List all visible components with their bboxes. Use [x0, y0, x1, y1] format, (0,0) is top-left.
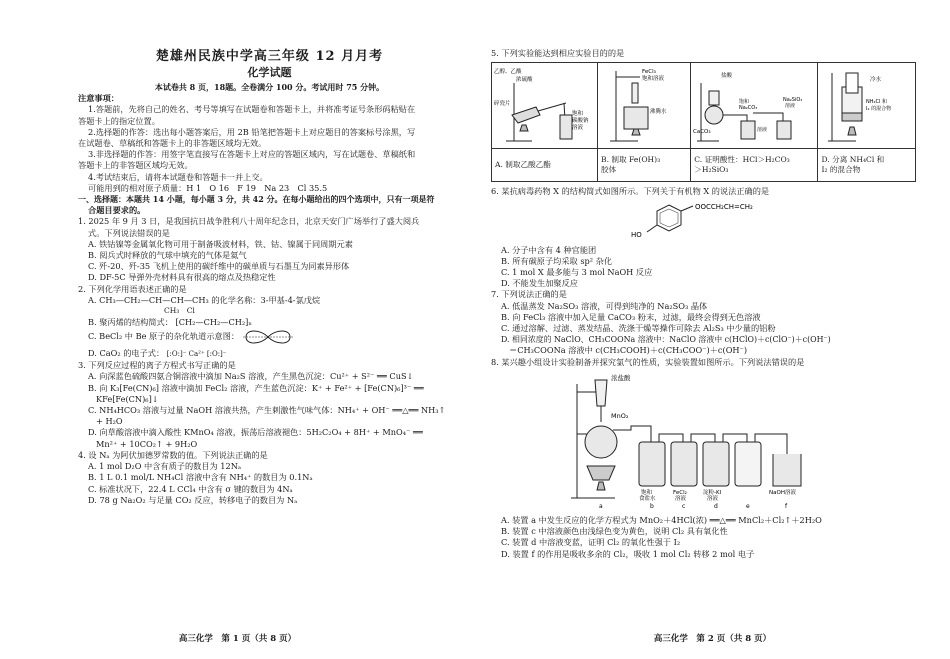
q5-b-label: FeCl₃: [642, 69, 656, 76]
q5-c-label: Na₂CO₃: [739, 105, 758, 112]
q8-label: b: [650, 502, 654, 510]
q6-hydroxyl: HO: [630, 231, 642, 240]
q5-c-label: 饱和: [739, 99, 750, 106]
exam-info: 本试卷共 8 页，18题。全卷满分 100 分。考试用时 75 分钟。: [154, 82, 385, 92]
q2-a-chain: ₃—CH₂—CH—CH—CH₃: [112, 294, 209, 305]
q5-c-label: 溶液: [757, 127, 768, 134]
q1-option-c: C. 歼-20、歼-35 飞机上使用的碳纤维中的碳单质与石墨互为同素异形体: [88, 261, 350, 272]
q7-option-a: A. 低温蒸发 Na₂SO₃ 溶液，可得到纯净的 Na₂SO₃ 晶体: [501, 300, 708, 311]
q6-stem: 6. 某抗病毒药物 X 的结构简式如图所示。下列关于有机物 X 的说法正确的是: [491, 186, 770, 197]
q6-side-chain: OOCCH₂CH=CH₂: [694, 203, 753, 212]
q7-option-c: C. 通过溶解、过滤、蒸发结晶、洗涤干燥等操作可除去 Al₂S₃ 中少量的铝粉: [501, 323, 776, 334]
q4-option-b: B. 1 L 0.1 mol/L NH₄Cl 溶液中含有 NH₄⁺ 的数目为 0.1Nₐ: [88, 472, 313, 483]
q5-a-label: 乙醇、乙酸: [494, 69, 522, 76]
q6-option-c: C. 1 mol X 最多能与 3 mol NaOH 反应: [501, 267, 653, 278]
page-footer-left: 高三化学 第 1 页（共 8 页）: [178, 633, 297, 644]
ester-apparatus-diagram: [492, 63, 592, 145]
q2-a-substituents: CH₃ Cl: [164, 305, 195, 315]
q8-label: d: [714, 502, 718, 510]
q5-stem: 5. 下列实验能达到相应实验目的的是: [491, 48, 625, 58]
q5-c-label: CaCO₃: [693, 129, 711, 136]
q2-option-b: [78, 317, 461, 328]
q6-option-b: B. 所有碳原子均采取 sp² 杂化: [501, 255, 613, 266]
note-line: 在试题卷、草稿纸和答题卡上的非答题区域均无效。: [78, 138, 267, 149]
section-heading-cont: 合题目要求的。: [88, 205, 146, 216]
q5-cell-a-image: [492, 63, 598, 149]
q5-cell-c-image: [691, 63, 818, 149]
q5-a-label: 浓硫酸: [516, 77, 533, 84]
q3-stem: 3. 下列反应过程的离子方程式书写正确的是: [78, 360, 236, 371]
q8-label: NaOH溶液: [769, 489, 796, 496]
q5-d-label: 冷水: [870, 77, 882, 84]
q3-option-d-cont: Mn²⁺ + 10CO₂↑ + 9H₂O: [96, 438, 198, 449]
q5-cell-b-image: [598, 63, 691, 149]
q7-option-b: B. 向 FeCl₃ 溶液中加入足量 CaCO₃ 粉末，过滤，最终会得到无色溶液: [501, 311, 761, 322]
q8-option-a: A. 装置 a 中发生反应的化学方程式为 MnO₂＋4HCl(浓) ══△══ MnCl₂＋Cl₂↑＋2H₂O: [501, 515, 822, 526]
q5-option-c: C. 证明酸性：HCl＞H₂CO₃ ＞H₂SiO₃: [691, 149, 818, 182]
q5-d-label: NH₄Cl 和: [866, 99, 888, 106]
note-line: 2.选择题的作答：选出每小题答案后，用 2B 铅笔把答题卡上对应题目的答案标号涂黑，写: [88, 126, 416, 137]
notes-heading: 注意事项：: [78, 93, 119, 104]
q5-option-d: D. 分离 NH₄Cl 和 I₂ 的混合物: [818, 149, 916, 182]
note-line: 3.非选择题的作答：用签字笔直接写在答题卡上对应的答题区域内，写在试题卷、草稿纸和: [88, 149, 416, 160]
q3-option-b-cont: KFe[Fe(CN)₆]↓: [96, 393, 159, 404]
q5-experiment-table: [491, 62, 916, 182]
q5-c-label: 盐酸: [721, 73, 733, 80]
sublimation-apparatus-diagram: [818, 63, 910, 145]
q2-b-formula: [CH₂—CH₂—CH₂]ₙ: [175, 316, 252, 327]
q8-stem: 8. 某兴趣小组设计实验制备并探究氯气的性质，实验装置如图所示。下列说法错误的是: [491, 356, 805, 367]
q2-a-suffix: 的化学名称：3-甲基-4-氯戊烷: [211, 294, 321, 305]
q8-label: 溶液: [675, 495, 687, 502]
q6-option-a: A. 分子中含有 4 种官能团: [501, 244, 597, 255]
section-heading: 一、选择题：本题共 14 小题，每小题 3 分，共 42 分。在每小题给出的四个选项中，只有一项是符: [78, 194, 435, 205]
q1-option-a: A. 铁钴镍等金属氧化物可用于制备吸波材料，铁、钴、镍属于同周期元素: [88, 238, 353, 249]
q8-label: 饱和: [641, 489, 653, 496]
q8-label: e: [746, 502, 750, 510]
q2-option-c: [78, 328, 461, 348]
colloid-apparatus-diagram: [598, 63, 688, 145]
q8-label-mno2: MnO₂: [611, 411, 629, 420]
page-footer-right: 高三化学 第 2 页（共 8 页）: [653, 633, 772, 644]
q5-b-label: 饱和溶液: [642, 76, 665, 83]
q8-label: a: [599, 502, 603, 510]
q8-option-b: B. 装置 c 中溶液颜色由浅绿色变为黄色，说明 Cl₂ 具有氧化性: [501, 526, 728, 537]
q5-b-label: 沸腾水: [650, 109, 667, 116]
page-right: [475, 0, 950, 659]
q7-stem: 7. 下列说法正确的是: [491, 289, 567, 300]
molecule-structure-diagram: [609, 199, 799, 239]
q7-option-d: D. 相同浓度的 NaClO、CH₃COONa 溶液中：NaClO 溶液中 c(HClO)＋c(ClO⁻)＋c(OH⁻): [501, 335, 831, 345]
q2-option-a: [78, 295, 461, 317]
q1-option-b: B. 阅兵式时释放的气球中填充的气体是氦气: [88, 250, 247, 261]
q5-c-label: Na₂SiO₃: [783, 97, 803, 104]
q2-d-text: D. CaO₂ 的电子式：: [88, 348, 165, 359]
q6-structure: [491, 199, 916, 242]
q8-option-c: C. 装置 d 中溶液变蓝，证明 Cl₂ 的氧化性强于 I₂: [501, 537, 681, 548]
q8-apparatus: [491, 370, 916, 513]
q1-stem-cont: 式。下列说法错误的是: [88, 227, 170, 238]
exam-subtitle: 化学试题: [247, 66, 292, 79]
q5-a-label: 碳酸钠: [572, 118, 589, 125]
exam-title: 楚雄州民族中学高三年级 12 月月考: [155, 49, 384, 64]
q5-cell-d-image: [818, 63, 916, 149]
q2-a-prefix: A. CH: [88, 294, 113, 305]
q8-label: 食盐水: [639, 495, 656, 502]
q6-option-d: D. 不能发生加聚反应: [501, 278, 578, 289]
q3-option-c-cont: + H₂O: [96, 416, 123, 427]
q7-option-d-cont: ＝CH₃COONa 溶液中 c(CH₃COOH)＋c(CH₃COO⁻)＋c(OH⁻): [509, 345, 748, 356]
q4-option-d: D. 78 g Na₂O₂ 与足量 CO₂ 反应，转移电子的数目为 Nₐ: [88, 494, 298, 505]
orbital-diagram-icon: [242, 328, 294, 346]
q4-stem: 4. 设 Nₐ 为阿伏加德罗常数的值。下列说法正确的是: [78, 449, 268, 460]
q5-option-a: A. 制取乙酸乙酯: [492, 149, 598, 182]
q1-stem: 1. 2025 年 9 月 3 日，是我国抗日战争胜利八十周年纪念日，北京天安门广场举行了盛大阅兵: [78, 216, 420, 227]
q4-option-c: C. 标准状况下，22.4 L CCl₄ 中含有 σ 键的数目为 4Nₐ: [88, 483, 293, 494]
q8-label: f: [785, 502, 788, 510]
q8-label: FeCl₂: [673, 489, 687, 496]
q3-option-c: C. NH₄HCO₃ 溶液与过量 NaOH 溶液共热，产生刺激性气味气体：NH₄⁺ + OH⁻ ══△══ NH₃↑: [88, 405, 446, 416]
q5-a-label: 饱和: [572, 111, 584, 118]
acid-strength-apparatus-diagram: [691, 63, 811, 145]
note-line: 答题卡上的非答题区域均无效。: [78, 160, 193, 171]
q4-option-a: A. 1 mol D₂O 中含有质子的数目为 12Nₐ: [88, 461, 242, 472]
note-line: 答题卡上的指定位置。: [78, 115, 160, 126]
atomic-mass-line: 可能用到的相对原子质量：H 1 O 16 F 19 Na 23 Cl 35.5: [88, 182, 328, 193]
q3-option-a: A. 向深蓝色硫酸四氨合铜溶液中滴加 Na₂S 溶液，产生黑色沉淀：Cu²⁺ + S²⁻ ══ CuS↓: [88, 371, 414, 382]
q2-stem: 2. 下列化学用语表述正确的是: [78, 283, 187, 294]
q2-option-d: [78, 348, 461, 360]
q3-option-b: B. 向 K₃[Fe(CN)₆] 溶液中滴加 FeCl₂ 溶液，产生蓝色沉淀：K⁺ + Fe²⁺ + [Fe(CN)₆]³⁻ ══: [88, 382, 424, 393]
q1-option-d: D. DF-5C 导弹外壳材料具有很高的熔点及热稳定性: [88, 272, 276, 283]
q5-option-b: B. 制取 Fe(OH)₃ 胶体: [598, 149, 691, 182]
q8-label: c: [682, 502, 686, 510]
q8-option-d: D. 装置 f 的作用是吸收多余的 Cl₂，吸收 1 mol Cl₂ 转移 2 mol 电子: [501, 548, 755, 559]
q2-d-formula: [:O:]⁻ Ca²⁺ [:O:]⁻: [166, 350, 227, 359]
q5-c-label: 溶液: [785, 103, 796, 110]
q8-label-hcl: 浓盐酸: [611, 373, 631, 382]
q8-label: 溶液: [707, 495, 719, 502]
note-line: 1.答题前，先将自己的姓名、考号等填写在试题卷和答题卡上，并将准考证号条形码粘贴在: [88, 104, 416, 115]
q5-a-label: 碎瓷片: [494, 101, 511, 108]
chlorine-apparatus-diagram: [491, 370, 911, 510]
q3-option-d: D. 向草酸溶液中滴入酸性 KMnO₄ 溶液，振荡后溶液褪色：5H₂C₂O₄ + 8H⁺ + MnO₄⁻ ══: [88, 427, 423, 438]
q5-a-label: 溶液: [572, 125, 584, 132]
q8-label: 淀粉-KI: [703, 489, 722, 496]
q5-d-label: I₂ 的混合物: [866, 106, 892, 113]
note-line: 4.考试结束后，请将本试题卷和答题卡一并上交。: [88, 171, 268, 182]
q2-c-text: C. BeCl₂ 中 Be 原子的杂化轨道示意图：: [88, 331, 240, 342]
q2-b-text: B. 聚丙烯的结构简式：: [88, 316, 173, 327]
